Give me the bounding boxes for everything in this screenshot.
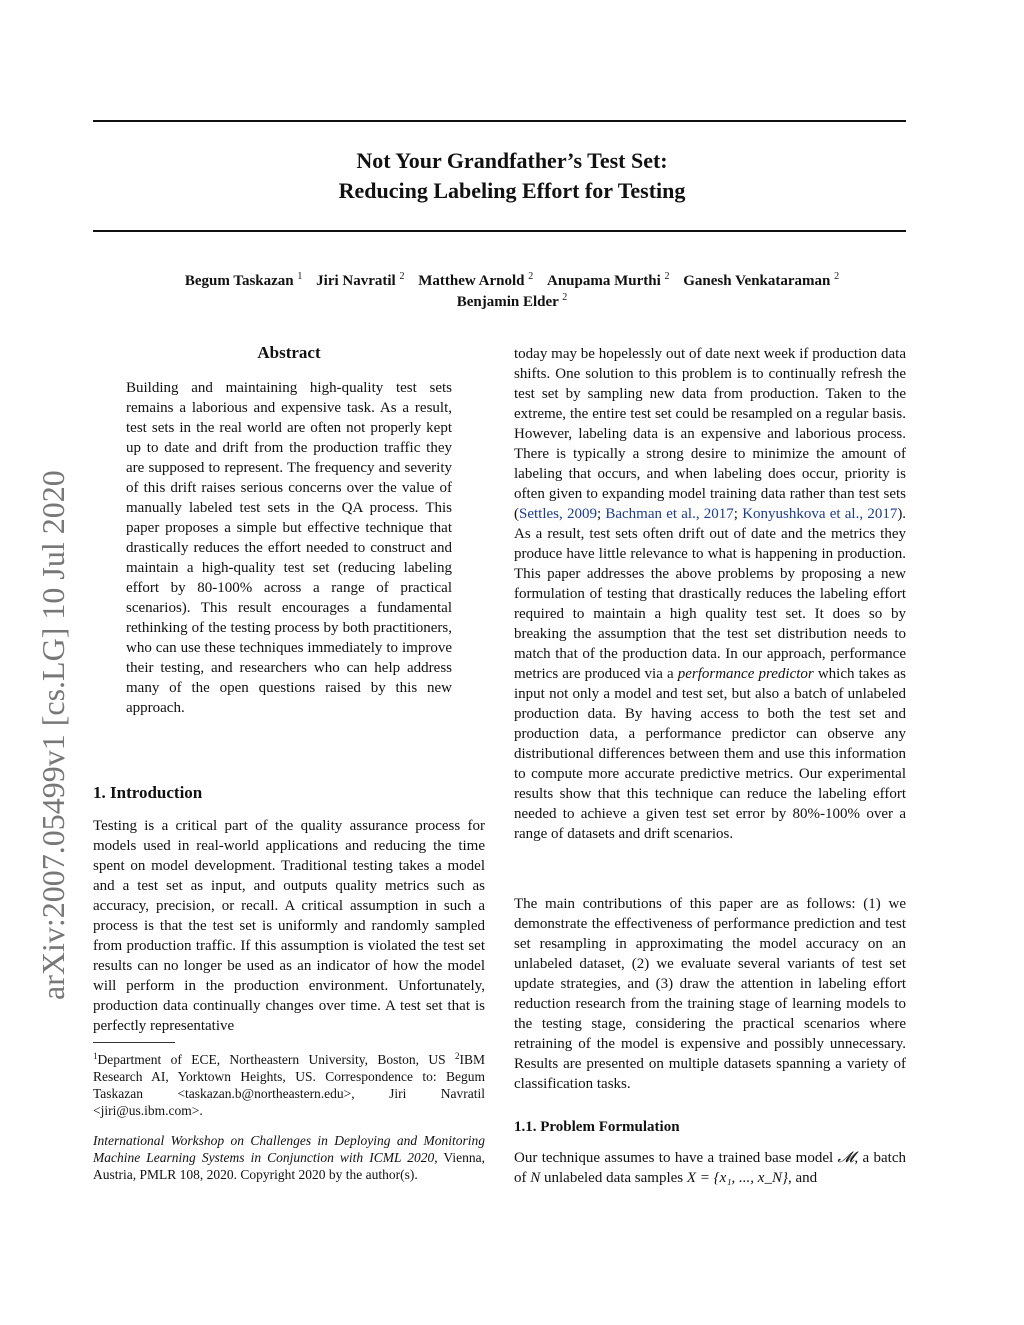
abstract-heading: Abstract [257, 343, 321, 362]
footnote-rule [93, 1042, 175, 1043]
author: Benjamin Elder $^2$ [456, 292, 568, 310]
arxiv-identifier: arXiv:2007.05499v1 [cs.LG] 10 Jul 2020 [35, 470, 71, 1000]
paper-title-line-2: Reducing Labeling Effort for Testing [338, 178, 686, 203]
author-list-line-2 [0, 287, 1024, 313]
intro-continued-paragraph: today may be hopelessly out of date next week if production data shifts. One solution to this problem is to continually refresh the test set by sampling new data from production. Taken to the extreme, the entire test set could be resampled on a regular basis. However, labeling data is an expensive and laborious process. There is typically a strong desire to minimize the amount of labeling that occurs, and when labeling does occur, priority is often given to expanding model training data rather than test sets (Settles, 2009; Bachman et al., 2017; Konyushkova et al., 2017). As a result, test sets often drift out of date and the metrics they produce have little relevance to what is happening in production. This paper addresses the above problems by proposing a new formulation of testing that drastically reduces the labeling effort required to maintain a high quality test set. It does so by breaking the assumption that the test set distribution needs to match that of the production data. In our approach, performance metrics are produced via a performance predictor which takes as input not only a model and test set, but also a batch of unlabeled production data. By having access to both the test set and production data, a performance predictor can observe any distributional differences between them and use this information to compute more accurate predictive metrics. Our experimental results show that this technique can reduce the labeling effort needed to achieve a given test set error by 80%-100% over a range of datasets and drift scenarios. [514, 346, 907, 842]
contributions-body [514, 894, 906, 1094]
citation-link[interactable]: Konyushkova et al., 2017 [742, 506, 898, 522]
citation-link[interactable]: Bachman et al., 2017 [605, 506, 734, 522]
paper-title-line-1: Not Your Grandfather’s Test Set: [356, 148, 668, 173]
venue-text: International Workshop on Challenges in Deploying and Monitoring Machine Learning Systems in Conjunction with ICML 2020, Vienna, Austria, PMLR 108, 2020. Copyright 2020 by the author(s). [93, 1133, 485, 1182]
affiliation-footnote: $^1$Department of ECE, Northeastern University, Boston, US $^2$IBM Research AI, Yorktown Heights, US. Correspondence to: Begum Taskazan <taskazan.b@northeastern.edu>, Jiri Navratil <jiri@us.ibm.com>. [93, 1051, 486, 1118]
introduction-heading: 1. Introduction [93, 783, 203, 802]
citation-link[interactable]: Settles, 2009 [519, 506, 597, 522]
author: Anupama Murthi $^2$ [546, 271, 670, 289]
venue-note [93, 1132, 485, 1183]
author: Ganesh Venkataraman $^2$ [683, 271, 840, 289]
problem-formulation-body [514, 1148, 906, 1188]
abstract-body [126, 378, 452, 718]
abstract-text: Building and maintaining high-quality test sets remains a laborious and expensive task. As a result, test sets in the real world are often not properly kept up to date and drift from the production traffic they are supposed to represent. The frequency and severity of this drift raises serious concerns over the value of manually labeled test sets in the QA process. This paper proposes a simple but effective technique that drastically reduces the effort needed to construct and maintain a high-quality test set (reducing labeling effort by 80-100% across a range of practical scenarios). This result encourages a fundamental rethinking of the testing process by both practitioners, who can use these techniques immediately to improve their testing, and researchers who can help address many of the open questions raised by this new approach. [126, 380, 452, 716]
introduction-text: Testing is a critical part of the quality assurance process for models used in real-world applications and reducing the time spent on model development. Traditional testing takes a model and a test set as input, and outputs quality metrics such as accuracy, precision, or recall. A critical assumption in such a process is that the test set is uniformly and randomly sampled from production traffic. If this assumption is violated the test set results can no longer be used as an indicator of how the model will perform in the production environment. Unfortunately, production data continually changes over time. A test set that is perfectly representative [93, 818, 485, 1034]
author: Jiri Navratil $^2$ [316, 271, 405, 289]
author: Matthew Arnold $^2$ [418, 271, 534, 289]
problem-formulation-heading: 1.1. Problem Formulation [514, 1119, 680, 1135]
introduction-body [93, 816, 485, 1036]
author: Begum Taskazan $^1$ [184, 271, 303, 289]
footnotes [93, 1048, 485, 1119]
right-column-body [514, 344, 906, 844]
contributions-paragraph: The main contributions of this paper are as follows: (1) we demonstrate the effectiveness of performance prediction and test set resampling in approximating the model accuracy on an unlabeled dataset, (2) we evaluate several variants of test set update strategies, and (3) draw the attention in labeling effort reduction research from the training stage of learning models to the testing stage, considering the practical scenarios where retraining of the model is expensive and possibly unnecessary. Results are presented on multiple datasets spanning a variety of classification tasks. [514, 896, 906, 1092]
problem-formulation-text: Our technique assumes to have a trained base model 𝓜, a batch of N unlabeled data samples X = {x₁, ..., x_N}, and [514, 1150, 907, 1186]
top-rule [93, 120, 906, 122]
bottom-rule [93, 230, 906, 232]
